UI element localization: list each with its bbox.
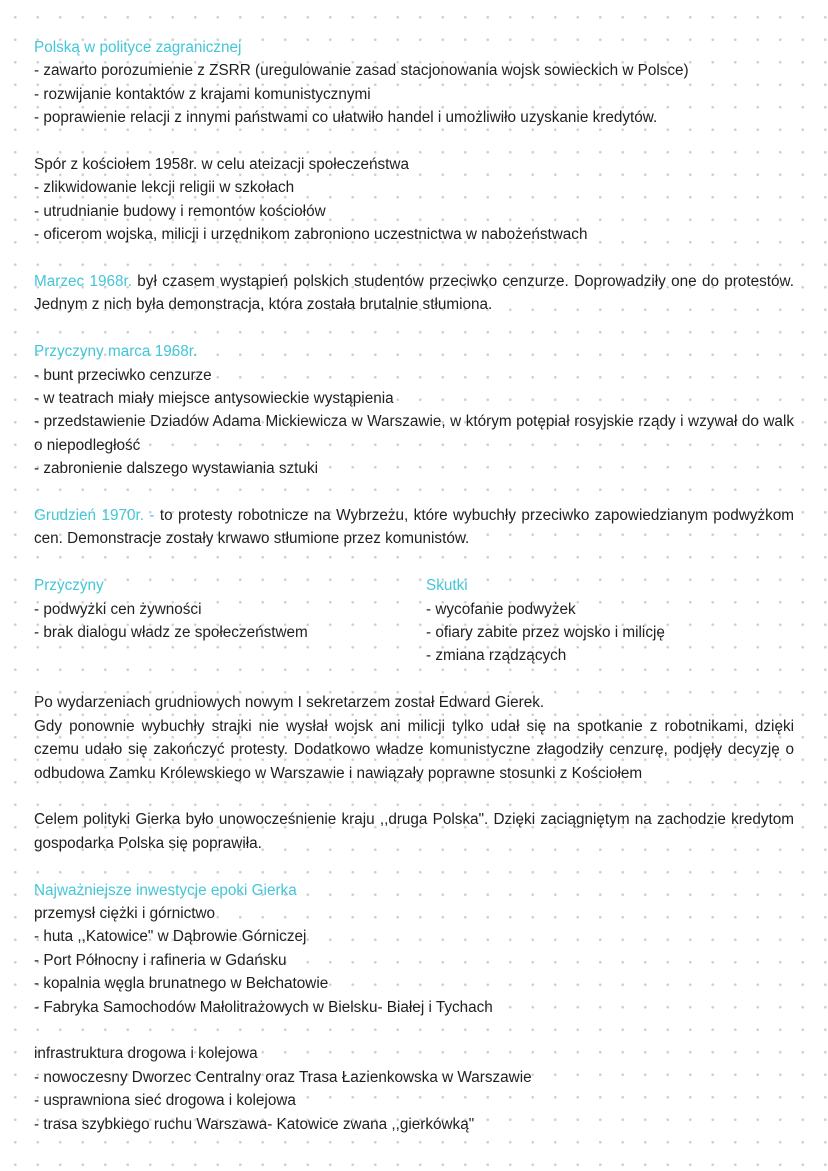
label-december-1970: Grudzień 1970r. - bbox=[34, 507, 155, 525]
heading-march-causes: Przyczyny marca 1968r. bbox=[34, 343, 198, 361]
list-item: - bunt przeciwko cenzurze bbox=[34, 366, 212, 384]
text-march-1968: był czasem wystąpień polskich studentów przeciwko cenzurze. Doprowadziły one do protestów. Jednym z nich była demonstracja, która została brutalnie stłumiona. bbox=[34, 273, 794, 314]
list-item: - oficerom wojska, milicji i urzędnikom zabroniono uczestnictwa w nabożeństwach bbox=[34, 226, 588, 244]
section-gierek-intro bbox=[34, 691, 794, 785]
paragraph-gierek-policy: Celem polityki Gierka było unowocześnienie kraju ,,druga Polska". Dzięki zaciągniętym na zachodzie kredytom gospodarka Polska się poprawiła. bbox=[34, 811, 794, 852]
list-item: - brak dialogu władz ze społeczeństwem bbox=[34, 624, 308, 642]
subheading-infrastructure: infrastruktura drogowa i kolejowa bbox=[34, 1045, 258, 1063]
causes-effects-columns bbox=[34, 574, 794, 668]
list-item: - poprawienie relacji z innymi państwami co ułatwiło handel i umożliwiło uzyskanie kredytów. bbox=[34, 109, 658, 127]
text-december-1970: to protesty robotnicze na Wybrzeżu, które wybuchły przeciwko zapowiedzianym podwyżkom cen. Demonstracje zostały krwawo stłumione przez komunistów. bbox=[34, 507, 794, 548]
list-item: - Fabryka Samochodów Małolitrażowych w Bielsku- Białej i Tychach bbox=[34, 998, 493, 1016]
list-item: - zmiana rządzących bbox=[426, 647, 567, 665]
list-item: - rozwijanie kontaktów z krajami komunistycznymi bbox=[34, 85, 371, 103]
heading-investments: Najważniejsze inwestycje epoki Gierka bbox=[34, 881, 297, 899]
list-item: - w teatrach miały miejsce antysowieckie wystąpienia bbox=[34, 390, 394, 408]
list-item: - trasa szybkiego ruchu Warszawa- Katowice zwana ,,gierkówką" bbox=[34, 1115, 475, 1133]
list-item: - kopalnia węgla brunatnego w Bełchatowie bbox=[34, 975, 329, 993]
list-item: - huta ,,Katowice" w Dąbrowie Górniczej bbox=[34, 928, 307, 946]
list-item: - wycofanie podwyżek bbox=[426, 600, 576, 618]
heading-causes: Przyczyny bbox=[34, 577, 104, 595]
section-church-conflict bbox=[34, 153, 794, 247]
paragraph-december-1970 bbox=[34, 504, 794, 551]
list-item: - podwyżki cen żywności bbox=[34, 600, 202, 618]
list-item: - ofiary zabite przez wojsko i milicję bbox=[426, 624, 665, 642]
heading-foreign-policy: Polską w polityce zagranicznej bbox=[34, 39, 242, 56]
list-item: - przedstawienie Dziadów Adama Mickiewicza w Warszawie, w którym potępiał rosyjskie rządy i wzywał do walk o niepodległość bbox=[34, 413, 794, 454]
section-infrastructure bbox=[34, 1042, 794, 1136]
label-march-1968: Marzec 1968r. bbox=[34, 273, 132, 291]
list-item: - nowoczesny Dworzec Centralny oraz Trasa Łazienkowska w Warszawie bbox=[34, 1068, 532, 1086]
heading-effects: Skutki bbox=[426, 577, 468, 595]
list-item: - utrudnianie budowy i remontów kościołów bbox=[34, 202, 326, 220]
text-gierek-secretary: Po wydarzeniach grudniowych nowym I sekretarzem został Edward Gierek. bbox=[34, 694, 545, 712]
list-item: - zlikwidowanie lekcji religii w szkołach bbox=[34, 179, 295, 197]
list-item: - usprawniona sieć drogowa i kolejowa bbox=[34, 1092, 296, 1110]
section-march-causes bbox=[34, 340, 794, 480]
list-item: - zabronienie dalszego wystawiania sztuki bbox=[34, 460, 318, 478]
heading-church-conflict: Spór z kościołem 1958r. w celu ateizacji społeczeństwa bbox=[34, 156, 409, 174]
subheading-heavy-industry: przemysł ciężki i górnictwo bbox=[34, 904, 216, 922]
list-item: - Port Północny i rafineria w Gdańsku bbox=[34, 951, 287, 969]
paragraph-march-1968 bbox=[34, 270, 794, 317]
causes-column bbox=[34, 574, 426, 668]
paragraph-gierek-actions: Gdy ponownie wybuchły strajki nie wysłał wojsk ani milicji tylko udał się na spotkanie z robotnikami, dzięki czemu udało się zakończyć protesty. Dodatkowo władze komunistyczne złagodziły cenzurę, podjęły decyzję o odbudowa Zamku Królewskiego w Warszawie i nawiązały poprawne stosunki z Kościołem bbox=[34, 717, 794, 782]
section-foreign-policy bbox=[34, 36, 794, 130]
list-item: - zawarto porozumienie z ZSRR (uregulowanie zasad stacjonowania wojsk sowieckich w Polsce) bbox=[34, 62, 689, 80]
section-investments bbox=[34, 879, 794, 1019]
effects-column bbox=[426, 574, 794, 668]
